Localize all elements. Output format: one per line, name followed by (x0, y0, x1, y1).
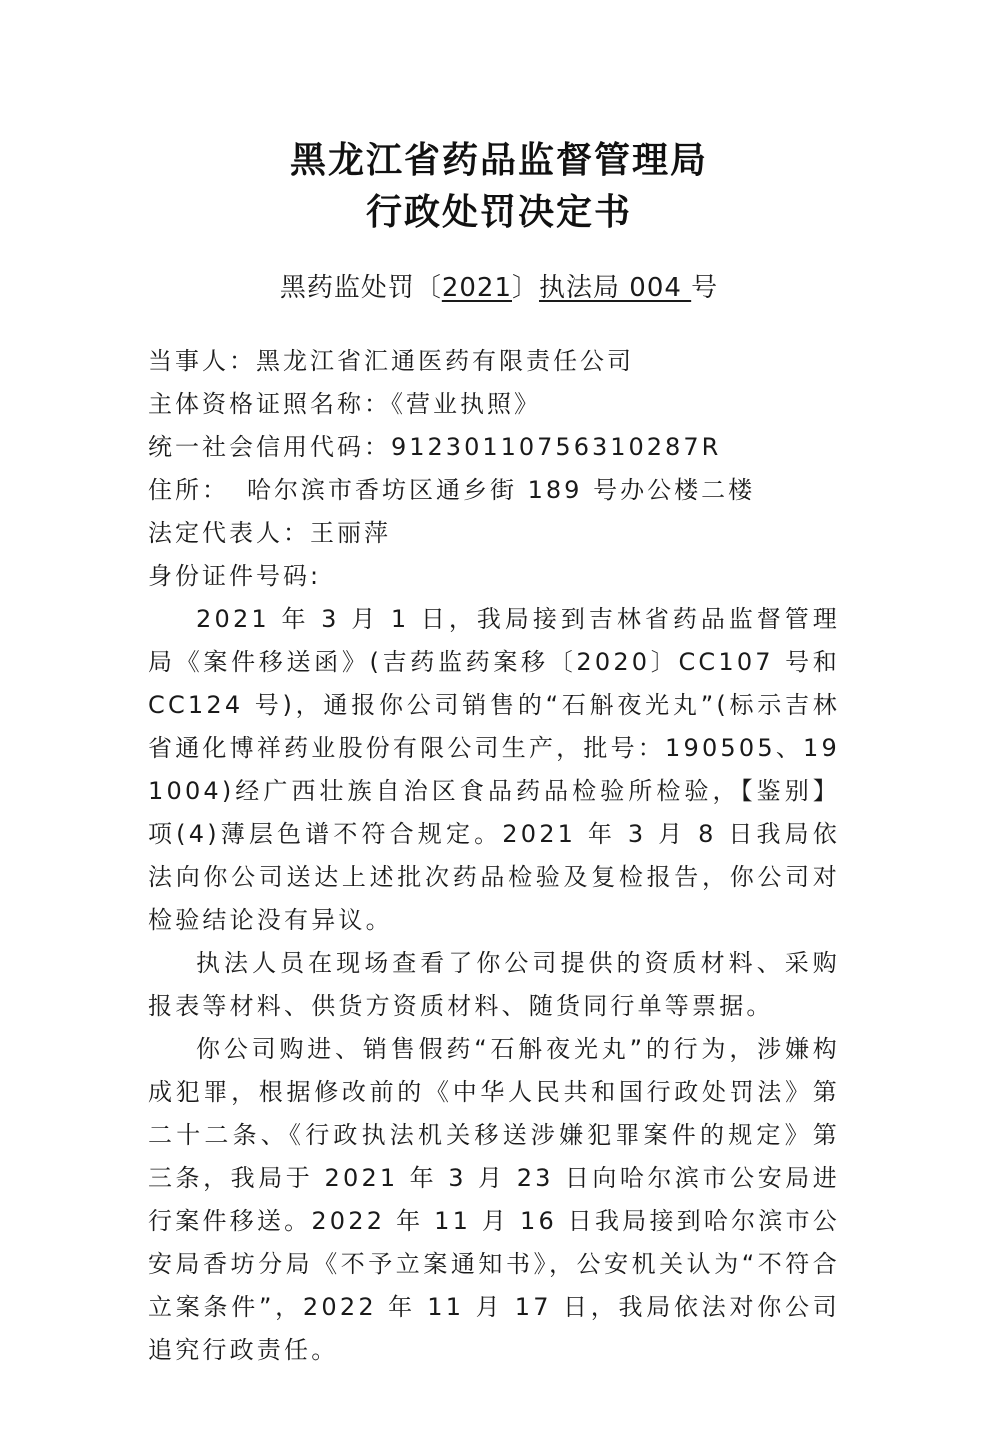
paragraph-transfer-to-police: 你公司购进、销售假药“石斛夜光丸”的行为，涉嫌构成犯罪，根据修改前的《中华人民共和国行政处罚法》第二十二条、《行政执法机关移送涉嫌犯罪案件的规定》第三条，我局于 2021 年 3 月 23 日向哈尔滨市公安局进行案件移送。2022 年 11 月 16 日我局接到哈尔滨市公安局香坊分局《不予立案通知书》，公安机关认为“不符合立案条件”，2022 年 11 月 17 日，我局依法对你公司追究行政责任。 (148, 1035, 840, 1364)
credit-code-field (148, 426, 840, 469)
doc-number-year: 2021 (441, 273, 512, 303)
document-body (148, 340, 840, 1372)
field-label: 当事人： (148, 347, 256, 375)
issuer-title: 黑龙江省药品监督管理局 (289, 139, 708, 181)
field-label: 统一社会信用代码： (148, 433, 391, 461)
doc-number-dept: 执法局 004 (539, 273, 692, 303)
field-label: 法定代表人： (148, 519, 310, 547)
field-label: 主体资格证照名称： (148, 390, 391, 418)
field-label: 身份证件号码: (148, 562, 322, 590)
doc-number-prefix: 黑药监处罚〔 (279, 273, 442, 303)
field-value: 王丽萍 (310, 519, 391, 547)
legal-representative-field (148, 512, 840, 555)
paragraph-inspection: 执法人员在现场查看了你公司提供的资质材料、采购报表等材料、供货方资质材料、随货同行单等票据。 (148, 949, 840, 1020)
party-name-field (148, 340, 840, 383)
license-name-field (148, 383, 840, 426)
doc-number-bracket: 〕 (512, 273, 540, 303)
field-value: 哈尔滨市香坊区通乡街 189 号办公楼二楼 (247, 476, 756, 504)
field-value: 91230110756310287R (391, 433, 722, 461)
field-label: 住所： (148, 476, 229, 504)
document-type-title: 行政处罚决定书 (365, 191, 632, 233)
document-number (0, 268, 998, 308)
id-number-field (148, 555, 840, 598)
field-value: 黑龙江省汇通医药有限责任公司 (256, 347, 634, 375)
doc-number-suffix: 号 (691, 273, 719, 303)
paragraph-case-referral: 2021 年 3 月 1 日，我局接到吉林省药品监督管理局《案件移送函》(吉药监药案移〔2020〕CC107 号和 CC124 号)，通报你公司销售的“石斛夜光丸”(标示吉林省通化博祥药业股份有限公司生产，批号：190505、191004)经广西壮族自治区食品药品检验所检验，【鉴别】项(4)薄层色谱不符合规定。2021 年 3 月 8 日我局依法向你公司送达上述批次药品检验及复检报告，你公司对检验结论没有异议。 (148, 605, 840, 934)
address-field (148, 469, 840, 512)
field-value: 《营业执照》 (391, 390, 541, 418)
